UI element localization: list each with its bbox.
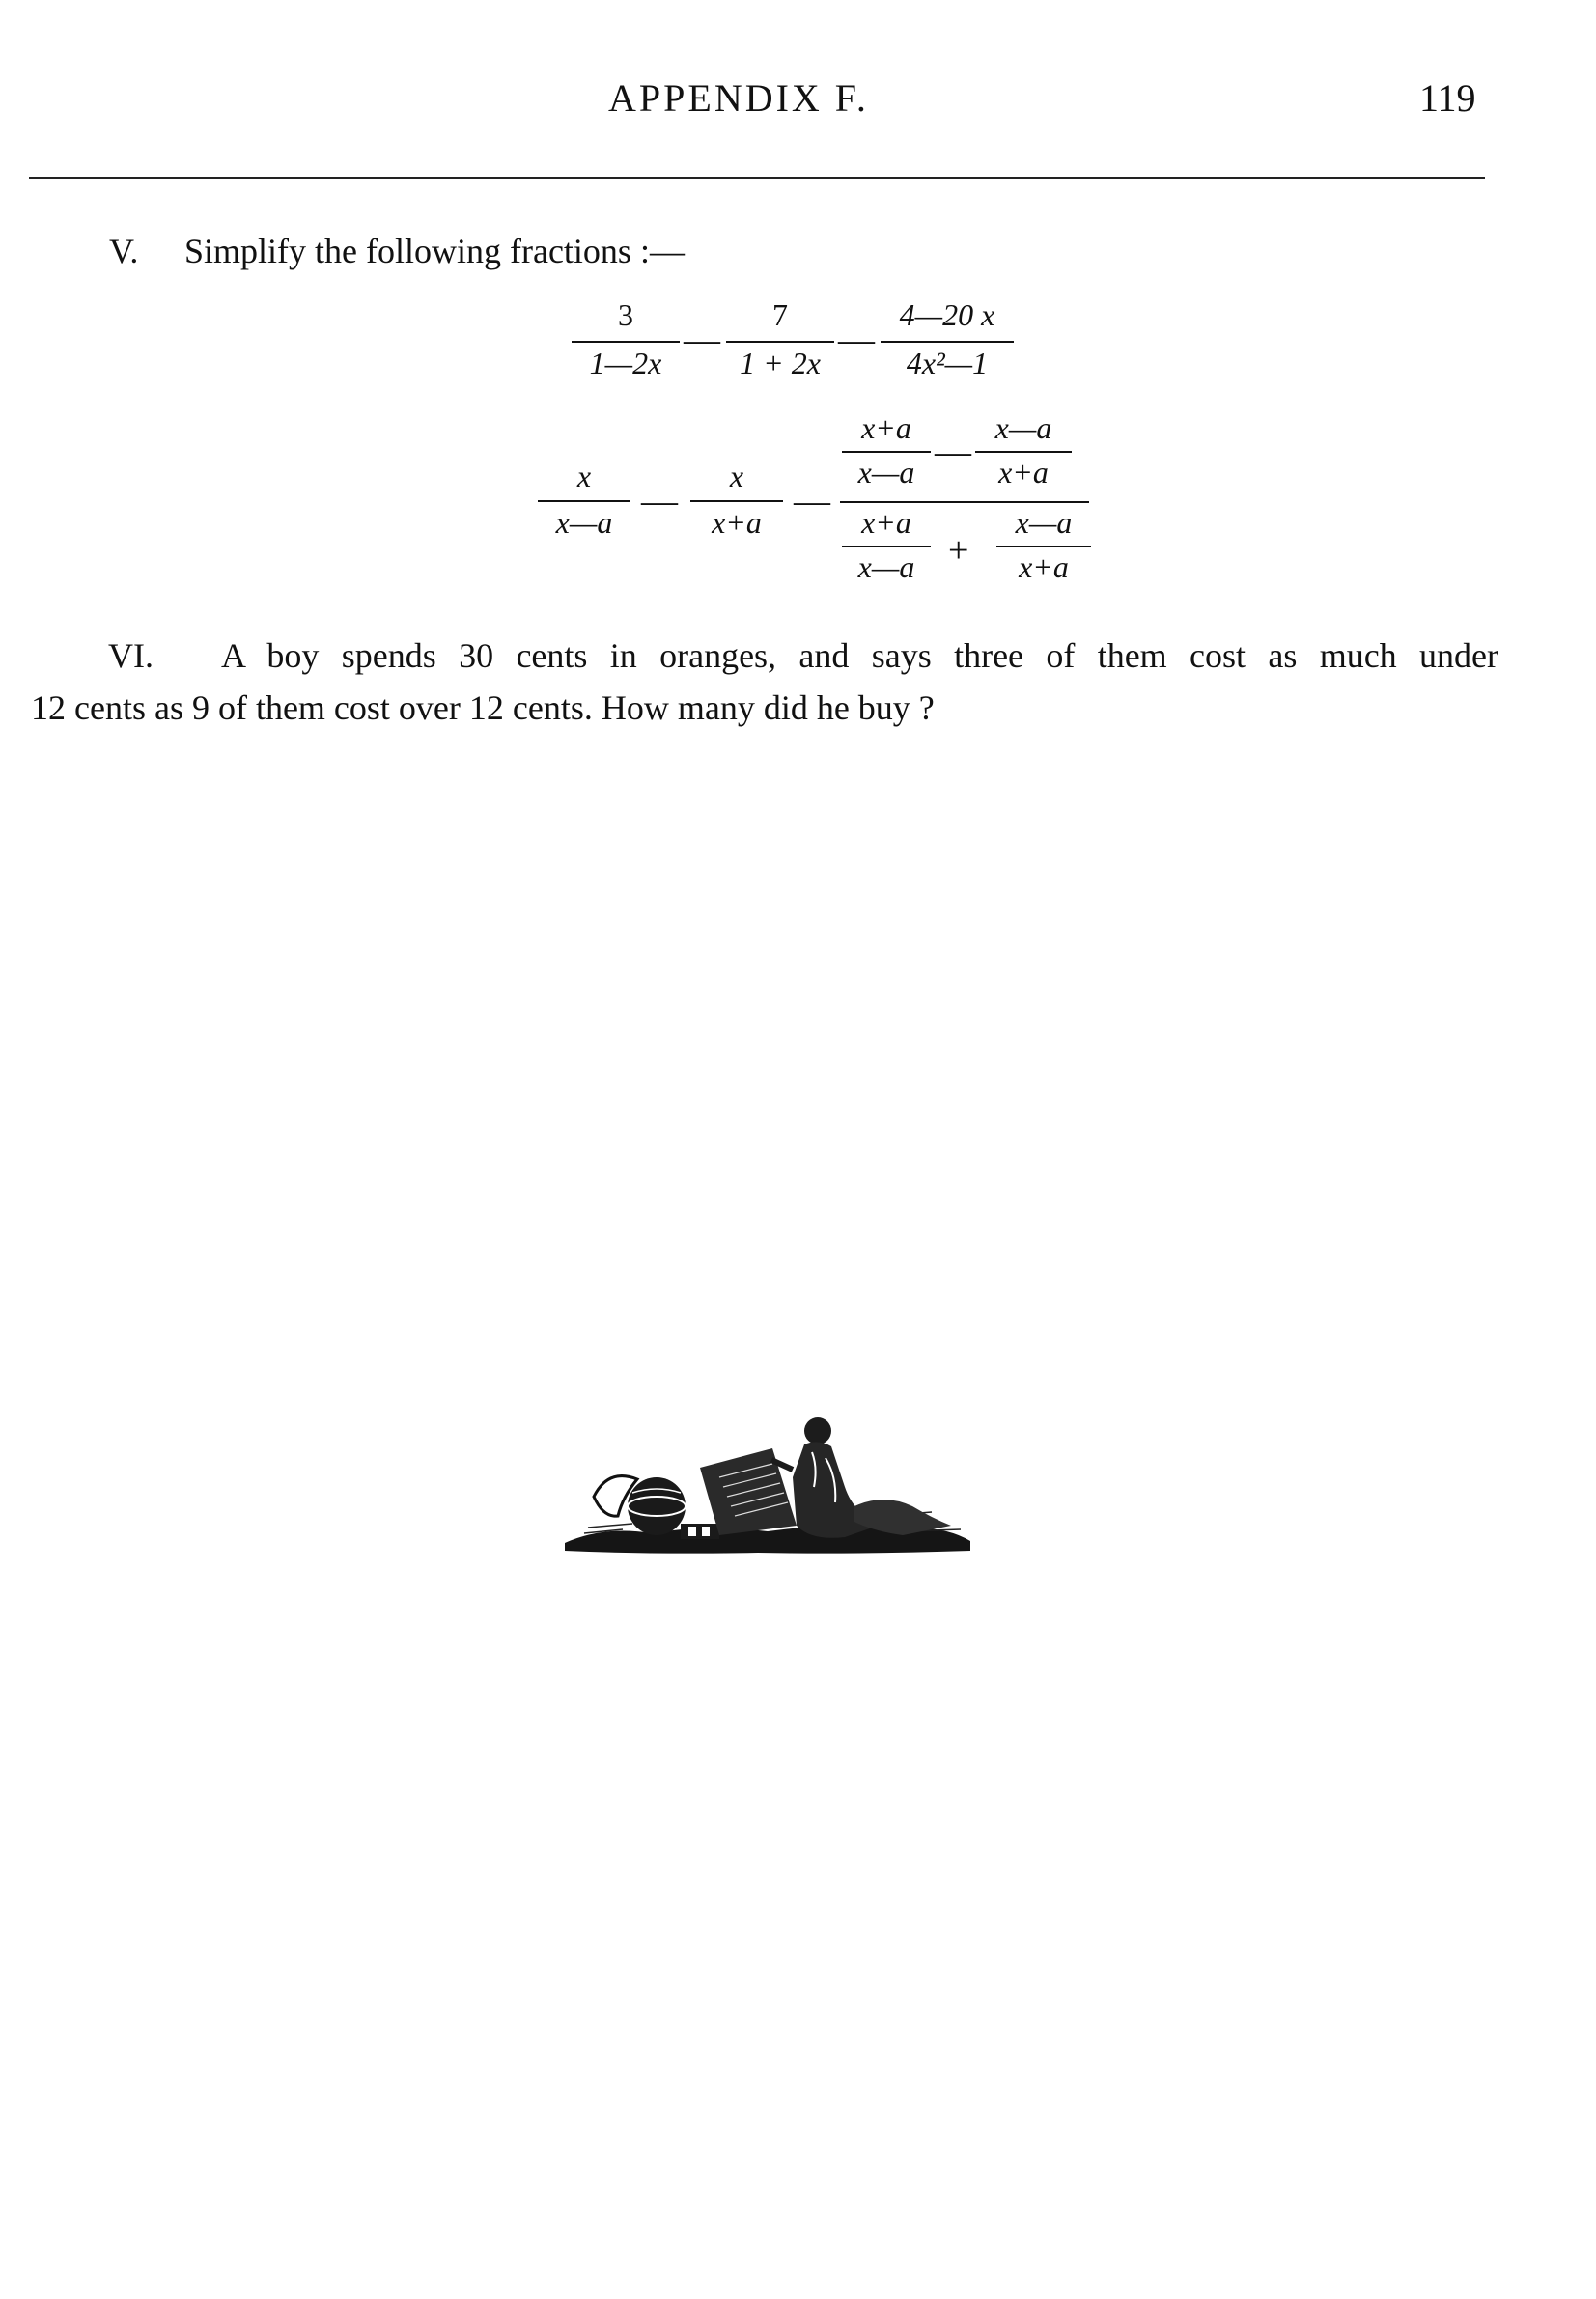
fraction xyxy=(842,410,931,493)
denominator: x—a xyxy=(555,505,613,540)
minus-sign: — xyxy=(794,481,830,521)
fraction xyxy=(690,459,783,546)
page-number: 119 xyxy=(1419,76,1476,120)
engraving-vignette-image xyxy=(565,1410,970,1564)
denominator: 1—2x xyxy=(589,346,662,380)
question-6-text-line-2: 12 cents as 9 of them cost over 12 cents. How many did he buy ? xyxy=(31,688,935,727)
question-5-heading xyxy=(109,225,685,277)
fraction xyxy=(975,410,1072,493)
numerator: 3 xyxy=(618,297,633,332)
plus-sign: + xyxy=(948,530,969,571)
numerator: x+a xyxy=(861,505,911,540)
running-head xyxy=(0,75,1596,124)
minus-sign: — xyxy=(684,320,720,360)
header-rule xyxy=(29,177,1485,179)
fraction xyxy=(726,297,834,384)
question-6-line-1 xyxy=(31,630,1498,682)
numerator: 4—20 x xyxy=(899,297,995,332)
numerator: 7 xyxy=(772,297,788,332)
fraction-bar xyxy=(842,451,931,453)
fraction-bar xyxy=(690,500,783,502)
denominator: x+a xyxy=(998,455,1049,490)
numerator: x xyxy=(576,459,592,493)
denominator: x+a xyxy=(1019,549,1069,584)
question-5-number: V. xyxy=(109,232,139,270)
question-6 xyxy=(31,630,1498,734)
minus-sign: — xyxy=(935,432,971,472)
fraction xyxy=(572,297,680,384)
denominator: 4x²—1 xyxy=(906,346,989,380)
fraction xyxy=(538,459,630,546)
fraction-bar xyxy=(538,500,630,502)
fraction xyxy=(996,505,1091,588)
question-5-text: Simplify the following fractions :— xyxy=(184,232,685,270)
fraction-bar xyxy=(842,546,931,547)
fraction-bar xyxy=(881,341,1014,343)
page-header-title: APPENDIX F. xyxy=(608,76,869,120)
fraction-bar xyxy=(726,341,834,343)
numerator: x—a xyxy=(1015,505,1073,540)
fraction xyxy=(881,297,1014,384)
question-6-text-line-1: A boy spends 30 cents in oranges, and says three of them cost as much under xyxy=(221,636,1498,675)
main-fraction-bar xyxy=(840,501,1089,503)
fraction-bar xyxy=(975,451,1072,453)
numerator: x—a xyxy=(994,410,1052,445)
question-6-number: VI. xyxy=(108,636,154,675)
minus-sign: — xyxy=(641,481,678,521)
numerator: x xyxy=(729,459,744,493)
fraction-bar xyxy=(996,546,1091,547)
denominator: x—a xyxy=(857,455,915,490)
denominator: x—a xyxy=(857,549,915,584)
numerator: x+a xyxy=(861,410,911,445)
fraction xyxy=(842,505,931,588)
fraction-bar xyxy=(572,341,680,343)
denominator: x+a xyxy=(712,505,762,540)
minus-sign: — xyxy=(838,320,875,360)
denominator: 1 + 2x xyxy=(740,346,821,380)
